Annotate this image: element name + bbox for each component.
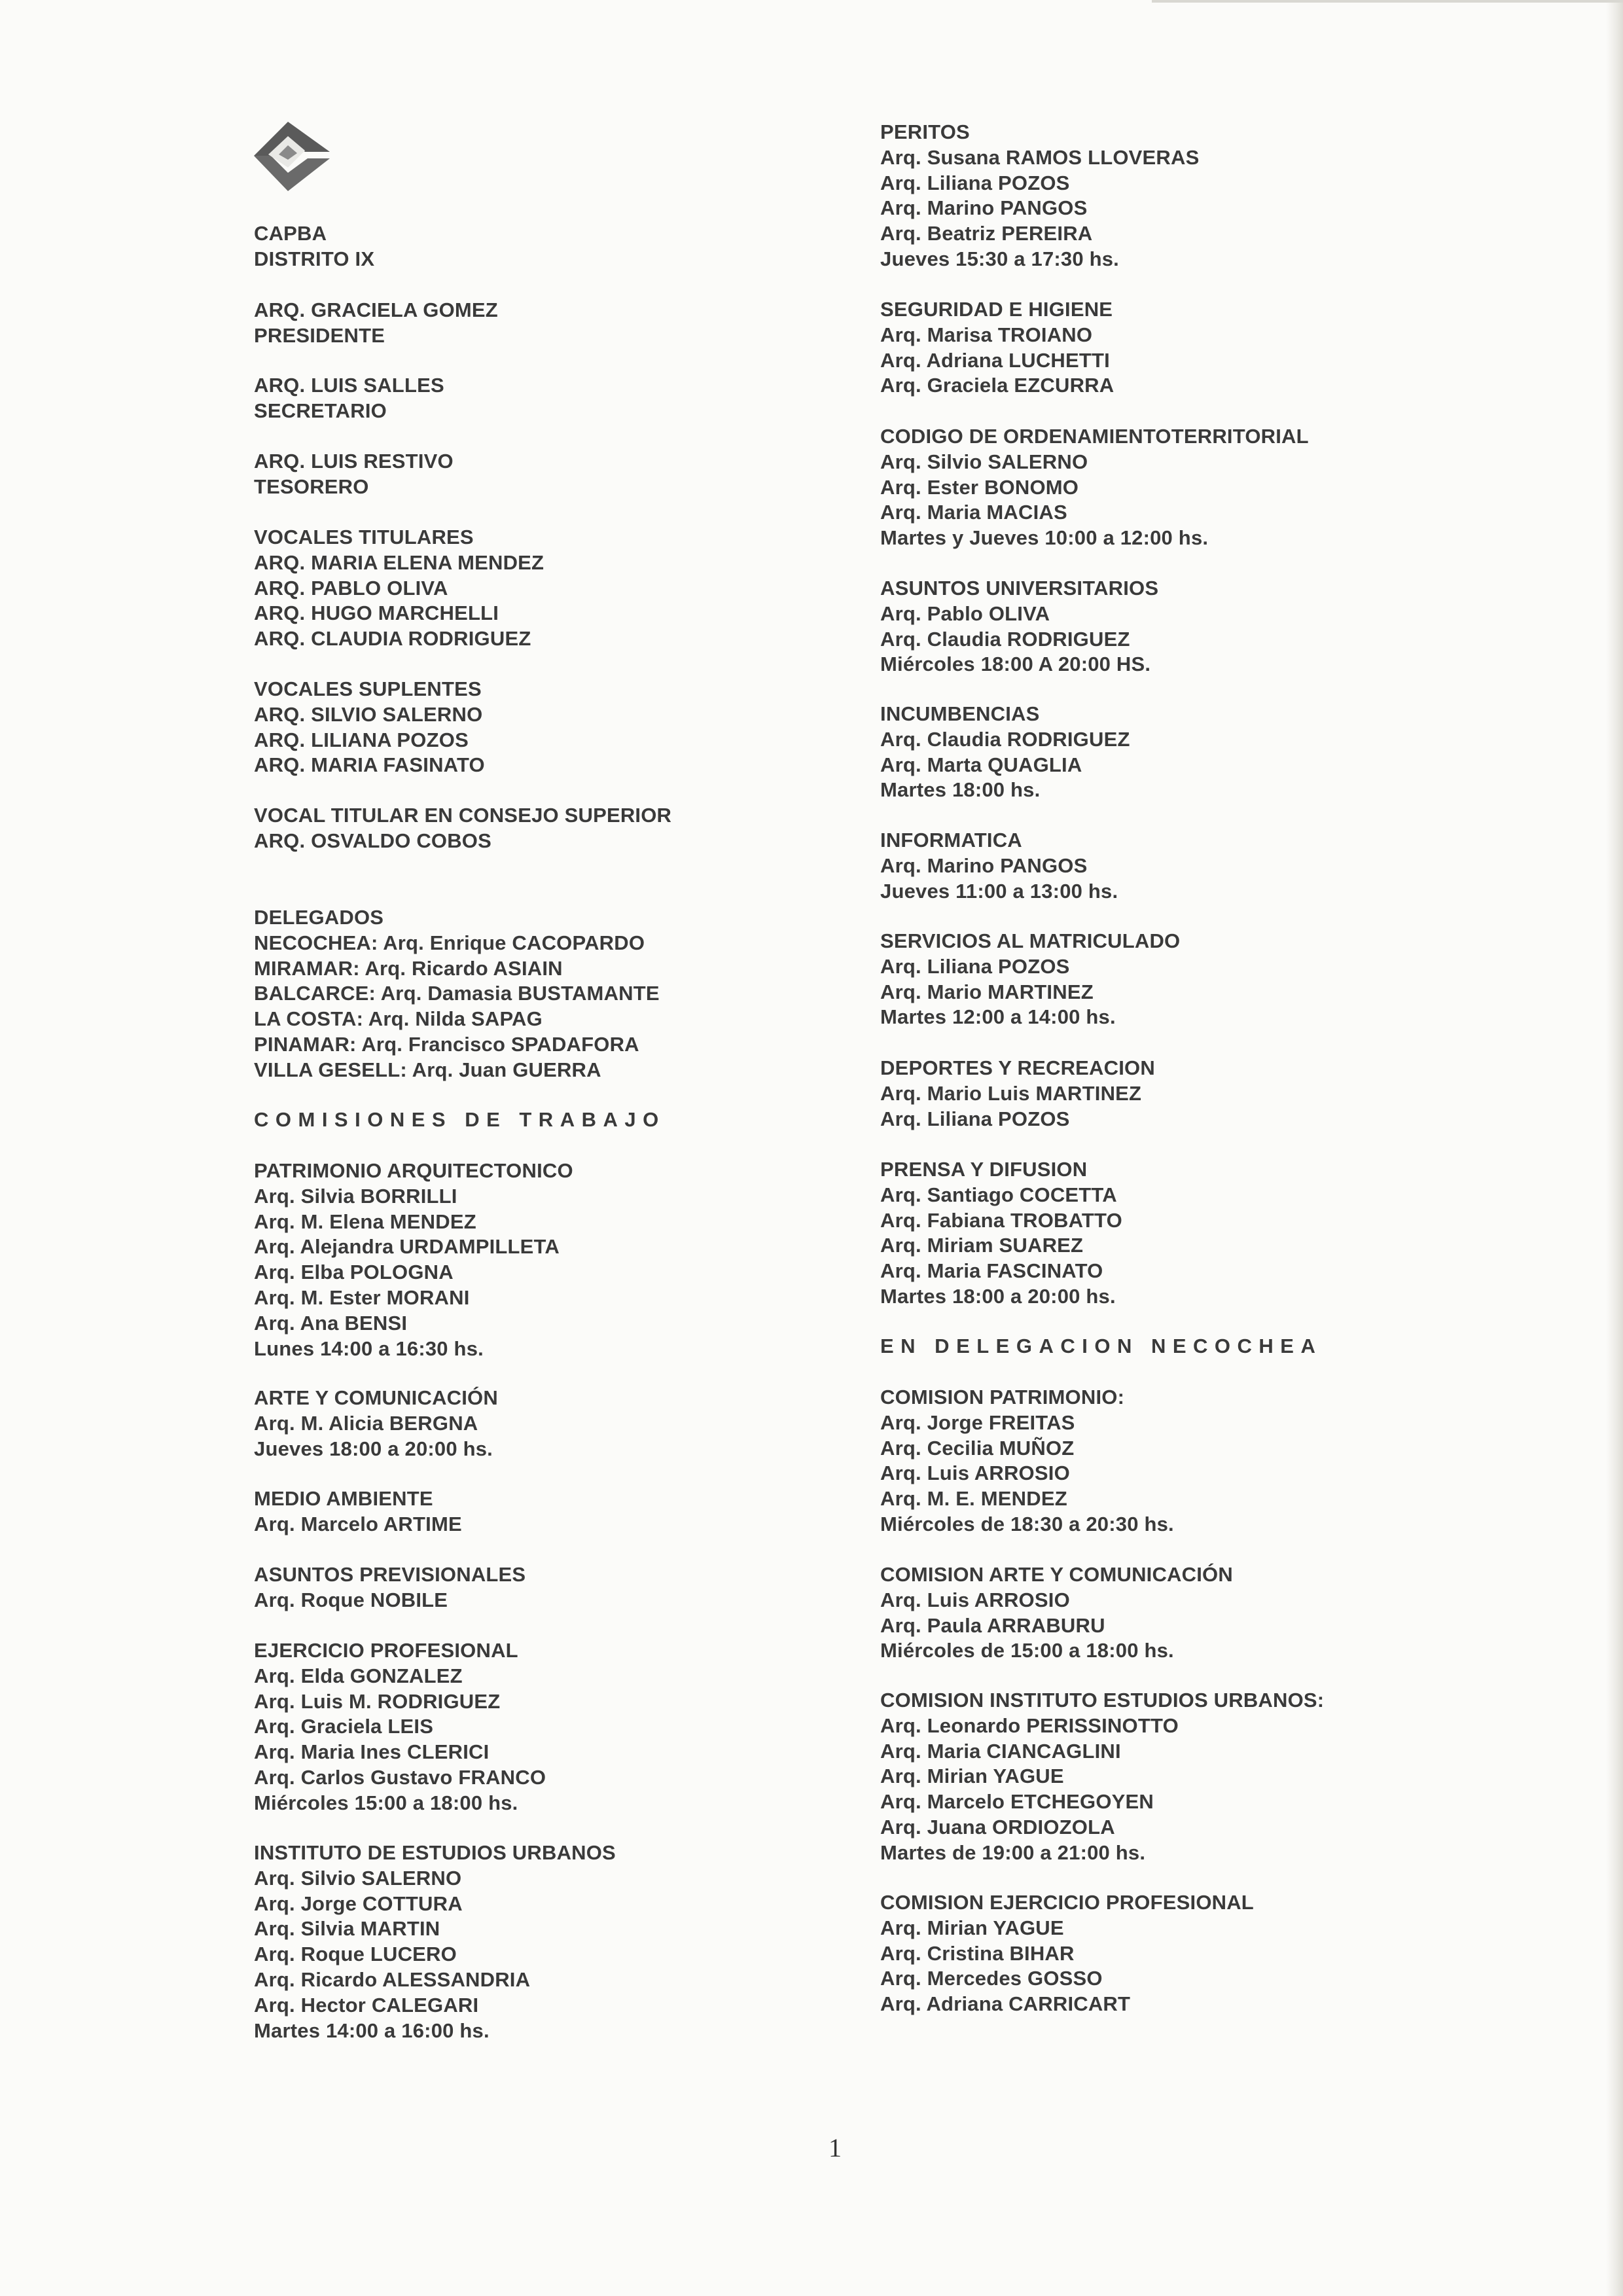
member: Arq. Maria MACIAS — [880, 501, 1067, 524]
prensa-block — [880, 1157, 1122, 1310]
member: Arq. Paula ARRABURU — [880, 1613, 1105, 1637]
member: Arq. M. E. MENDEZ — [880, 1487, 1067, 1511]
member: ARQ. MARIA FASINATO — [254, 753, 485, 777]
schedule: Miércoles de 15:00 a 18:00 hs. — [880, 1639, 1174, 1662]
vocales-suplentes-block — [254, 677, 485, 778]
codigo-block — [880, 424, 1309, 551]
schedule: Martes 18:00 hs. — [880, 778, 1041, 802]
delegate: VILLA GESELL: Arq. Juan GUERRA — [254, 1058, 601, 1081]
member: Arq. Cristina BIHAR — [880, 1941, 1075, 1965]
member: Arq. Maria CIANCAGLINI — [880, 1739, 1121, 1763]
member: ARQ. LILIANA POZOS — [254, 728, 469, 751]
member: Arq. Susana RAMOS LLOVERAS — [880, 145, 1200, 169]
section-title: VOCALES TITULARES — [254, 526, 474, 548]
member: Arq. Jorge COTTURA — [254, 1892, 463, 1915]
member: Arq. Santiago COCETTA — [880, 1183, 1117, 1206]
member: Arq. Elda GONZALEZ — [254, 1664, 463, 1687]
schedule: Jueves 11:00 a 13:00 hs. — [880, 879, 1118, 903]
secretary-role: SECRETARIO — [254, 399, 387, 422]
member: Arq. Claudia RODRIGUEZ — [880, 627, 1130, 651]
member: Arq. Silvia BORRILLI — [254, 1184, 457, 1208]
section-title: COMISION EJERCICIO PROFESIONAL — [880, 1891, 1254, 1914]
member: Arq. Liliana POZOS — [880, 954, 1070, 978]
member: Arq. Silvio SALERNO — [254, 1866, 462, 1890]
section-title: ARTE Y COMUNICACIÓN — [254, 1386, 498, 1409]
ejercicio-block — [254, 1638, 546, 1816]
org-district: DISTRITO IX — [254, 247, 375, 270]
member: Arq. Silvio SALERNO — [880, 450, 1088, 473]
member: Arq. Graciela EZCURRA — [880, 374, 1115, 397]
member: Arq. Juana ORDIOZOLA — [880, 1815, 1115, 1839]
delegados-block — [254, 905, 660, 1083]
member: Arq. Ricardo ALESSANDRIA — [254, 1967, 531, 1991]
member: Arq. M. Alicia BERGNA — [254, 1411, 478, 1435]
member: ARQ. OSVALDO COBOS — [254, 829, 491, 852]
member: Arq. Liliana POZOS — [880, 171, 1070, 194]
section-title: DELEGADOS — [254, 906, 384, 929]
section-title: PERITOS — [880, 120, 970, 143]
section-title: VOCAL TITULAR EN CONSEJO SUPERIOR — [254, 804, 672, 827]
section-title: ASUNTOS PREVISIONALES — [254, 1563, 526, 1586]
vocales-titulares-block — [254, 525, 544, 652]
section-title: CODIGO DE ORDENAMIENTOTERRITORIAL — [880, 425, 1309, 448]
treasurer-name: ARQ. LUIS RESTIVO — [254, 450, 454, 473]
member: Arq. Roque LUCERO — [254, 1943, 457, 1966]
page-number: 1 — [829, 2133, 842, 2162]
schedule: Lunes 14:00 a 16:30 hs. — [254, 1336, 484, 1360]
member: ARQ. HUGO MARCHELLI — [254, 601, 499, 625]
universitarios-block — [880, 576, 1158, 677]
section-title: PRENSA Y DIFUSION — [880, 1158, 1088, 1181]
president-name: ARQ. GRACIELA GOMEZ — [254, 298, 498, 321]
peritos-block — [880, 120, 1200, 272]
member: Arq. Alejandra URDAMPILLETA — [254, 1235, 560, 1259]
schedule: Miércoles de 18:30 a 20:30 hs. — [880, 1512, 1174, 1535]
medio-ambiente-block — [254, 1486, 462, 1537]
schedule: Jueves 15:30 a 17:30 hs. — [880, 247, 1119, 270]
scan-top-mark — [1152, 0, 1623, 3]
treasurer-block — [254, 449, 454, 500]
member: Arq. Leonardo PERISSINOTTO — [880, 1713, 1179, 1737]
informatica-block — [880, 828, 1118, 904]
schedule: Martes y Jueves 10:00 a 12:00 hs. — [880, 526, 1209, 550]
vocal-consejo-block — [254, 803, 671, 854]
schedule: Martes 14:00 a 16:00 hs. — [254, 2018, 490, 2042]
schedule: Martes de 19:00 a 21:00 hs. — [880, 1840, 1146, 1864]
section-title: ASUNTOS UNIVERSITARIOS — [880, 577, 1159, 600]
delegate: NECOCHEA: Arq. Enrique CACOPARDO — [254, 931, 645, 954]
member: Arq. Fabiana TROBATTO — [880, 1208, 1122, 1232]
section-title: VOCALES SUPLENTES — [254, 677, 482, 700]
member: Arq. Mercedes GOSSO — [880, 1967, 1103, 1990]
section-title: INFORMATICA — [880, 829, 1022, 852]
section-title: INSTITUTO DE ESTUDIOS URBANOS — [254, 1841, 616, 1864]
member: Arq. Mirian YAGUE — [880, 1916, 1064, 1939]
member: Arq. Ester BONOMO — [880, 475, 1079, 499]
member: Arq. Liliana POZOS — [880, 1107, 1070, 1130]
com-arte-block — [880, 1562, 1233, 1664]
member: Arq. Marcelo ETCHEGOYEN — [880, 1790, 1154, 1814]
member: Arq. Mario Luis MARTINEZ — [880, 1081, 1142, 1105]
member: Arq. Graciela LEIS — [254, 1715, 434, 1738]
president-block — [254, 298, 498, 349]
schedule: Jueves 18:00 a 20:00 hs. — [254, 1437, 493, 1460]
delegate: PINAMAR: Arq. Francisco SPADAFORA — [254, 1032, 639, 1056]
com-ejercicio-block — [880, 1890, 1254, 2017]
delegate: BALCARCE: Arq. Damasia BUSTAMANTE — [254, 982, 660, 1005]
arte-block — [254, 1386, 498, 1462]
schedule: Miércoles 15:00 a 18:00 hs. — [254, 1791, 518, 1814]
member: ARQ. PABLO OLIVA — [254, 576, 448, 600]
secretary-name: ARQ. LUIS SALLES — [254, 374, 444, 397]
member: ARQ. SILVIO SALERNO — [254, 702, 483, 726]
treasurer-role: TESORERO — [254, 475, 369, 498]
member: Arq. Marta QUAGLIA — [880, 753, 1082, 776]
member: Arq. M. Ester MORANI — [254, 1285, 470, 1309]
member: Arq. Mirian YAGUE — [880, 1765, 1064, 1788]
section-title: PATRIMONIO ARQUITECTONICO — [254, 1159, 573, 1182]
section-title: INCUMBENCIAS — [880, 702, 1040, 725]
member: Arq. Luis M. RODRIGUEZ — [254, 1689, 501, 1713]
section-title: SERVICIOS AL MATRICULADO — [880, 929, 1181, 952]
member: Arq. Luis ARROSIO — [880, 1588, 1070, 1611]
org-block — [254, 221, 374, 272]
section-title: DEPORTES Y RECREACION — [880, 1056, 1155, 1079]
previsionales-block — [254, 1562, 526, 1613]
servicios-block — [880, 929, 1180, 1030]
member: Arq. Claudia RODRIGUEZ — [880, 727, 1130, 751]
delegate: LA COSTA: Arq. Nilda SAPAG — [254, 1007, 543, 1031]
member: Arq. Marcelo ARTIME — [254, 1512, 462, 1535]
member: Arq. Cecilia MUÑOZ — [880, 1436, 1075, 1460]
section-title: COMISION INSTITUTO ESTUDIOS URBANOS: — [880, 1689, 1325, 1712]
section-title: COMISION PATRIMONIO: — [880, 1386, 1125, 1408]
member: Arq. Adriana LUCHETTI — [880, 348, 1110, 372]
schedule: Martes 18:00 a 20:00 hs. — [880, 1284, 1116, 1308]
delegate: MIRAMAR: Arq. Ricardo ASIAIN — [254, 956, 563, 980]
member: Arq. Elba POLOGNA — [254, 1261, 454, 1284]
deportes-block — [880, 1056, 1155, 1132]
secretary-block — [254, 373, 444, 424]
section-title: SEGURIDAD E HIGIENE — [880, 298, 1113, 321]
instituto-block — [254, 1840, 616, 2043]
member: Arq. Marino PANGOS — [880, 196, 1088, 220]
section-title: EJERCICIO PROFESIONAL — [254, 1639, 518, 1662]
necochea-heading: EN DELEGACION NECOCHEA — [880, 1335, 1323, 1357]
comisiones-heading: COMISIONES DE TRABAJO — [254, 1108, 666, 1131]
capba-logo-icon — [249, 117, 335, 195]
member: ARQ. MARIA ELENA MENDEZ — [254, 550, 544, 574]
member: Arq. Mario MARTINEZ — [880, 980, 1094, 1003]
member: Arq. Maria FASCINATO — [880, 1259, 1103, 1283]
member: Arq. Hector CALEGARI — [254, 1993, 479, 2017]
section-title: COMISION ARTE Y COMUNICACIÓN — [880, 1563, 1233, 1586]
member: Arq. M. Elena MENDEZ — [254, 1210, 476, 1233]
member: Arq. Marisa TROIANO — [880, 323, 1093, 346]
member: Arq. Adriana CARRICART — [880, 1992, 1131, 2016]
member: Arq. Jorge FREITAS — [880, 1410, 1075, 1434]
com-instituto-block — [880, 1688, 1324, 1866]
schedule: Miércoles 18:00 A 20:00 HS. — [880, 653, 1151, 676]
page-edge-shadow — [1606, 0, 1623, 2296]
member: Arq. Beatriz PEREIRA — [880, 222, 1093, 245]
member: Arq. Ana BENSI — [254, 1311, 408, 1335]
patrimonio-block — [254, 1158, 573, 1361]
member: ARQ. CLAUDIA RODRIGUEZ — [254, 627, 531, 651]
member: Arq. Silvia MARTIN — [254, 1917, 440, 1941]
member: Arq. Luis ARROSIO — [880, 1462, 1070, 1485]
member: Arq. Roque NOBILE — [254, 1588, 448, 1611]
member: Arq. Maria Ines CLERICI — [254, 1740, 490, 1764]
org-name: CAPBA — [254, 222, 327, 245]
section-title: MEDIO AMBIENTE — [254, 1487, 433, 1510]
member: Arq. Carlos Gustavo FRANCO — [254, 1765, 546, 1789]
president-role: PRESIDENTE — [254, 323, 385, 347]
member: Arq. Marino PANGOS — [880, 853, 1088, 877]
incumbencias-block — [880, 702, 1130, 803]
com-patrimonio-block — [880, 1385, 1174, 1537]
schedule: Martes 12:00 a 14:00 hs. — [880, 1005, 1116, 1029]
seguridad-block — [880, 297, 1114, 399]
member: Arq. Pablo OLIVA — [880, 601, 1050, 625]
member: Arq. Miriam SUAREZ — [880, 1234, 1084, 1257]
